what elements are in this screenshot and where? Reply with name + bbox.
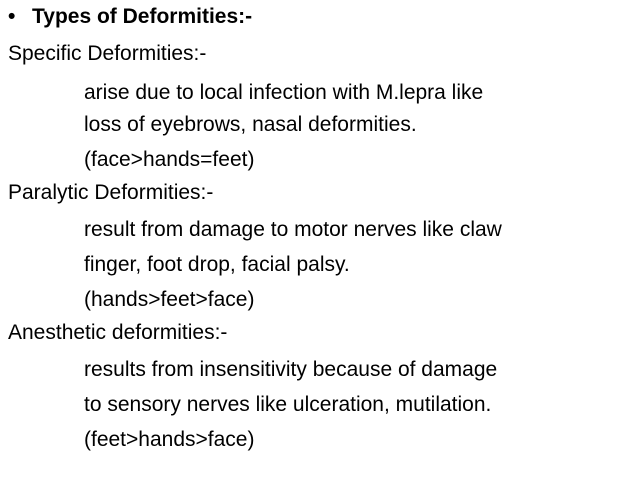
section-title-specific: Specific Deformities:- <box>8 42 207 65</box>
section-line: loss of eyebrows, nasal deformities. <box>84 113 417 136</box>
section-title-anesthetic: Anesthetic deformities:- <box>8 321 228 344</box>
slide-heading <box>8 4 252 29</box>
section-line: (feet>hands>face) <box>84 428 255 451</box>
section-line: (hands>feet>face) <box>84 288 255 311</box>
section-title-paralytic: Paralytic Deformities:- <box>8 181 214 204</box>
section-line: finger, foot drop, facial palsy. <box>84 253 350 276</box>
section-line: results from insensitivity because of damage <box>84 358 498 381</box>
bullet-icon: • <box>8 5 16 28</box>
section-line: to sensory nerves like ulceration, mutilation. <box>84 393 492 416</box>
heading-text: Types of Deformities:- <box>32 5 253 28</box>
section-line: (face>hands=feet) <box>84 148 255 171</box>
section-line: arise due to local infection with M.lepra like <box>84 81 484 104</box>
section-line: result from damage to motor nerves like claw <box>84 218 502 241</box>
